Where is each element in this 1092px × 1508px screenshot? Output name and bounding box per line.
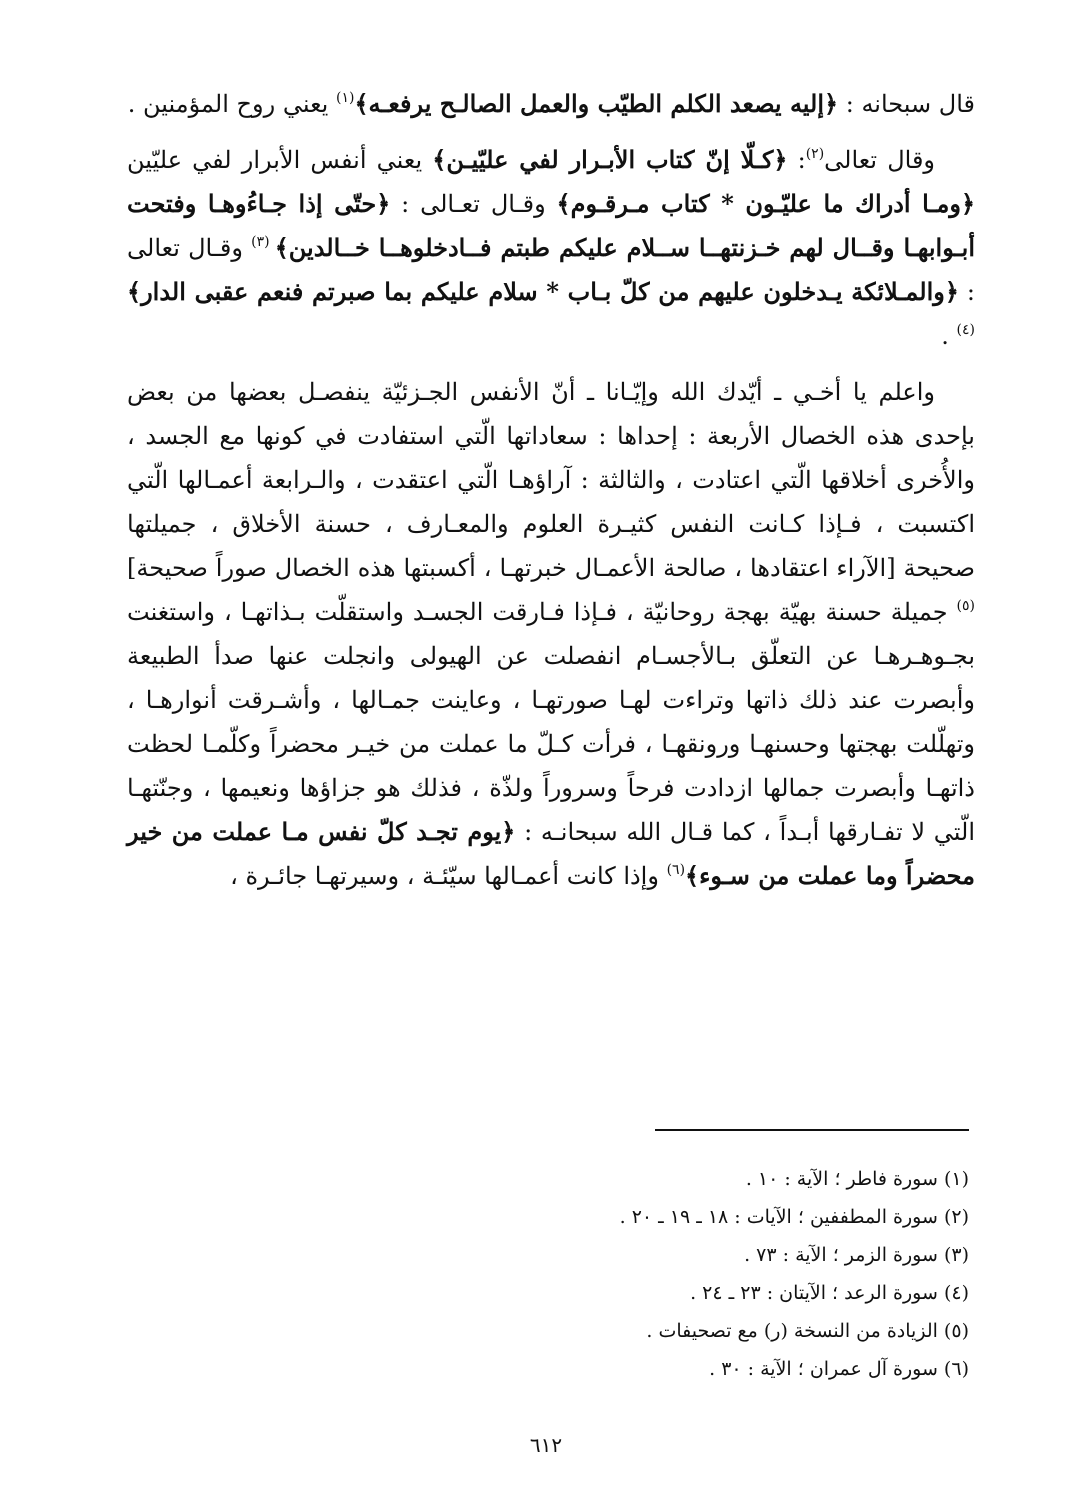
footnote-ref: (٦) — [666, 862, 686, 878]
main-text — [127, 82, 975, 910]
text-run: . — [941, 322, 957, 350]
quran-quote: ﴿إليه يصعد الكلم الطيّب والعمل الصالـح يرفعـه﴾ — [354, 89, 839, 118]
footnote-ref: (٣) — [251, 234, 275, 250]
text-run: جميلة حسنة بهيّة بهجة روحانيّة ، فـإذا فـارقت الجسـد واستقلّت بـذاتهـا ، واستغنت بجـوهـرهـا عن التعلّق بـالأجسـام انفصلت عن الهيولى وانجلت عنها صدأ الطبيعة وأبصرت عند ذلك ذاتها وتراءت لهـا صورتهـا ، وعاينت جمـالها ، وأشـرقت أنوارهـا ، وتهلّلت بهجتها وحسنهـا ورونقهـا ، فرأت كـلّ ما عملت من خيـر محضراً وكلّمـا لحظت ذاتهـا وأبصرت جمالها ازدادت فرحاً وسروراً ولذّة ، فذلك هو جزاؤها ونعيمها ، وجنّتهـا الّتي لا تفـارقها أبـداً ، كما قـال الله سبحانـه : — [127, 598, 975, 846]
quran-quote: ﴿ومـا أدراك ما عليّـون * كتاب مـرقـوم﴾ — [556, 189, 976, 218]
footnote: (١) سورة فاطر ؛ الآية : ١٠ . — [745, 1168, 969, 1190]
text-run: واعلم يا أخـي ـ أيّدك الله وإيّـانا ـ أنّ الأنفس الجـزئيّة ينفصـل بعضها من بعض بإحدى هذه الخصال الأربعة : إحداها : سعاداتها الّتي استفادت في كونها مع الجسد ، والأُخرى أخلاقها الّتي اعتادت ، والثالثة : آراؤهـا الّتي اعتقدت ، والـرابعة أعمـالها الّتي اكتسبت ، فـإذا كـانت النفس كثيـرة العلوم والمعـارف ، حسنة الأخلاق ، جميلتها صحيحة [الآراء اعتقادها ، صالحة الأعمـال خبرتهـا ، أكسبتها هذه الخصال صوراً صحيحة] — [127, 378, 975, 582]
footnote: (٤) سورة الرعد ؛ الآيتان : ٢٣ ـ ٢٤ . — [690, 1282, 969, 1304]
text-run: يعني روح المؤمنين . — [127, 90, 336, 118]
text-run: وقال تعالى — [824, 146, 936, 174]
footnote-ref: (٥) — [956, 598, 975, 614]
footnote: (٦) سورة آل عمران ؛ الآية : ٣٠ . — [709, 1358, 969, 1380]
paragraph — [127, 138, 975, 358]
paragraph — [127, 82, 975, 126]
text-run: وقـال تعالى : — [127, 234, 976, 306]
quran-quote: ﴿يوم تجـد كلّ نفس مـا عملت من خير محضراً وما عملت من سـوء﴾ — [127, 817, 975, 890]
footnote: (٥) الزيادة من النسخة (ر) مع تصحيفات . — [646, 1320, 969, 1342]
text-run: قال سبحانه : — [838, 90, 975, 118]
footnote-ref: (٤) — [956, 322, 975, 338]
quran-quote: ﴿والمـلائكة يـدخلون عليهم من كلّ بـاب * سلام عليكم بما صبرتم فنعم عقبى الدار﴾ — [127, 277, 959, 306]
quran-quote: ﴿حتّى إذا جـاءُوهـا وفتحت أبـوابهـا وقــال لهم خـزنتهــا ســلام عليكم طبتم فــادخلوهــا خــالدين﴾ — [127, 189, 975, 262]
text-run: وقـال تعـالى : — [390, 190, 557, 218]
page-number: ٦١٢ — [529, 1433, 563, 1457]
footnote: (٣) سورة الزمر ؛ الآية : ٧٣ . — [744, 1244, 969, 1266]
text-run: : — [787, 146, 806, 174]
footnote-ref: (١) — [335, 90, 355, 106]
text-run: وإذا كانت أعمـالها سيّئـة ، وسيرتهـا جائـرة ، — [230, 862, 667, 890]
footnote: (٢) سورة المطففين ؛ الآيات : ١٨ ـ ١٩ ـ ٢٠ . — [619, 1206, 969, 1228]
quran-quote: ﴿كـلّا إنّ كتاب الأبـرار لفي عليّيـن﴾ — [432, 145, 788, 174]
footnote-separator — [655, 1129, 969, 1131]
paragraph — [127, 370, 975, 898]
footnote-ref: (٢) — [805, 146, 825, 162]
text-run: يعني أنفس الأبرار لفي عليّين — [127, 146, 433, 174]
footnotes — [400, 1160, 969, 1388]
